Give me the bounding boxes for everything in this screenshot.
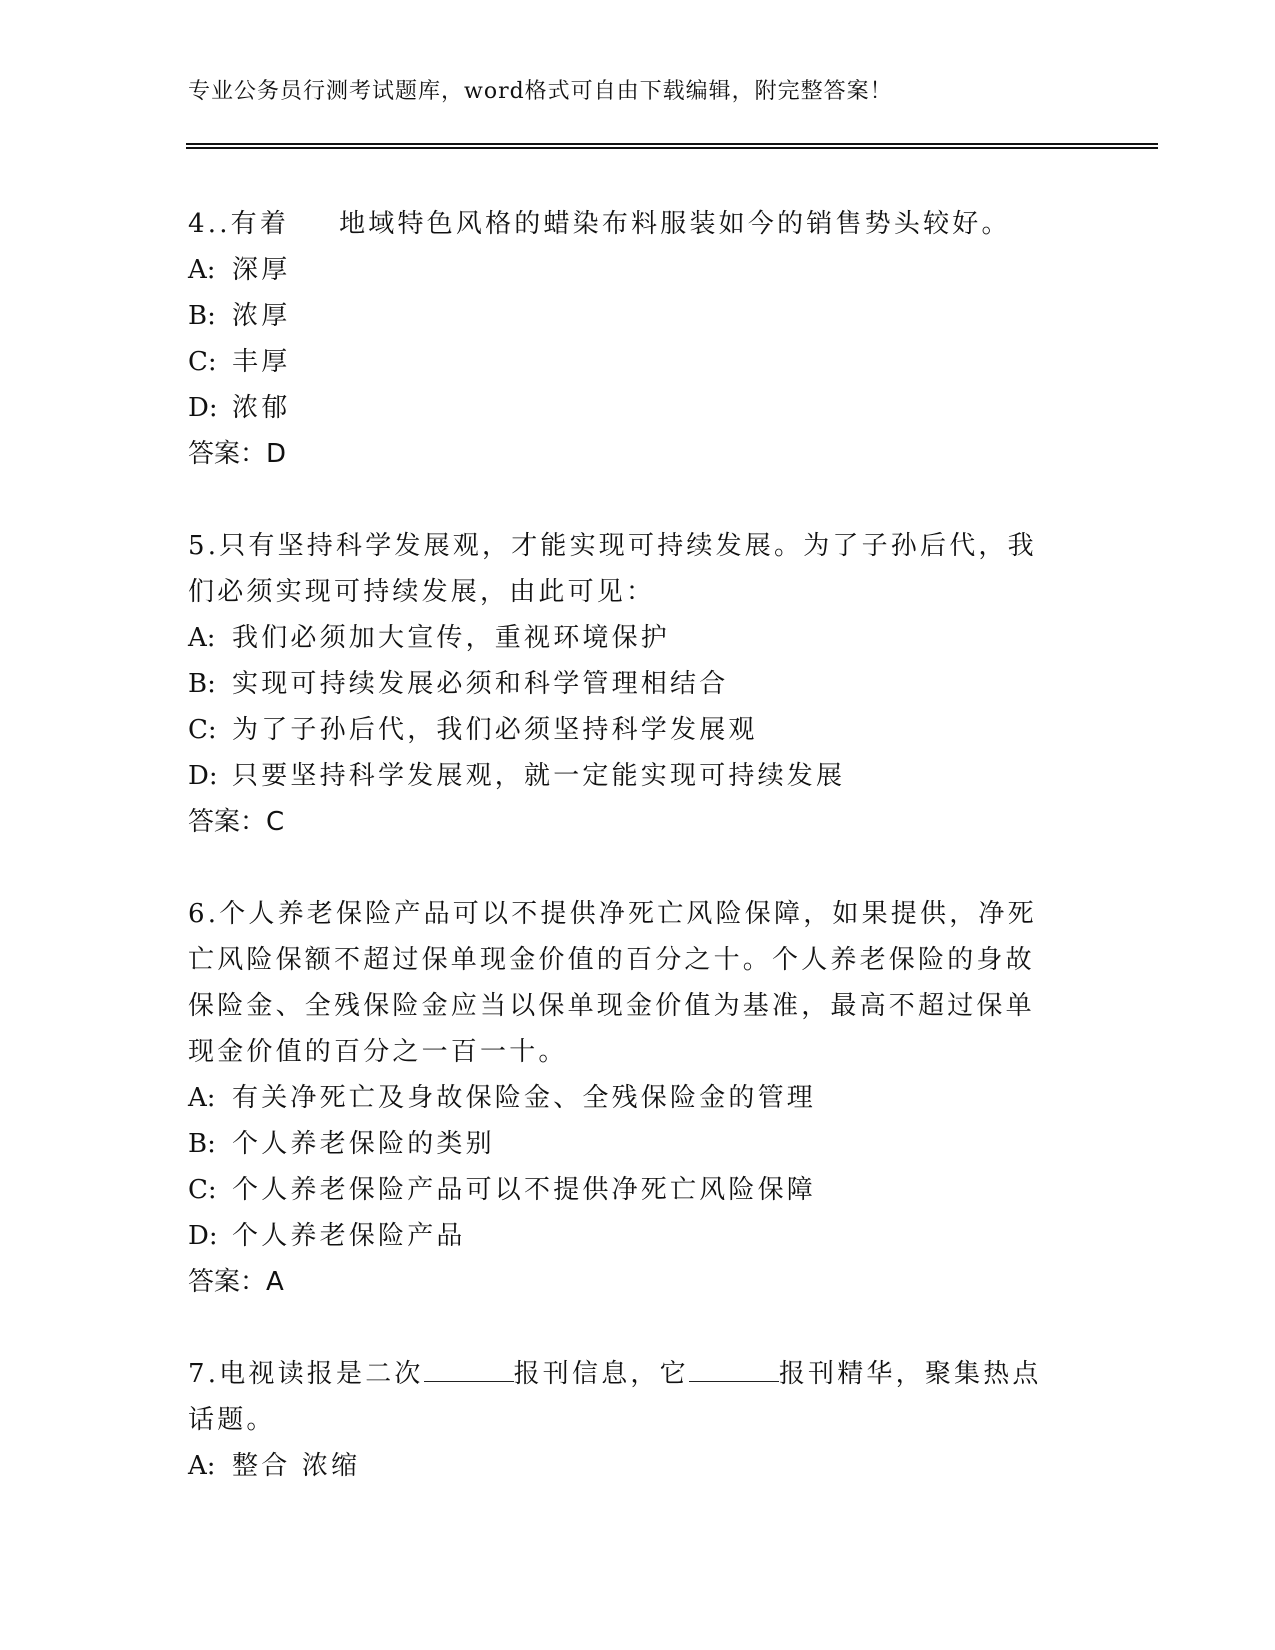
option-letter: C:	[188, 1175, 217, 1205]
question-7	[188, 1351, 1058, 1489]
fill-blank	[689, 1355, 779, 1382]
option-letter: B:	[188, 669, 216, 699]
option-text: 浓厚	[232, 301, 291, 331]
option-d	[188, 1213, 1058, 1259]
option-text: 有关净死亡及身故保险金、全残保险金的管理	[232, 1083, 817, 1113]
option-d	[188, 753, 1058, 799]
option-c	[188, 707, 1058, 753]
option-letter: C:	[188, 347, 217, 377]
question-6	[188, 891, 1058, 1305]
option-text: 深厚	[232, 255, 291, 285]
option-text: 浓郁	[232, 393, 291, 423]
stem-part-2: 地域特色风格的蜡染布料服装如今的销售势头较好。	[339, 209, 1011, 239]
option-letter: A:	[188, 1083, 216, 1113]
option-text: 为了子孙后代，我们必须坚持科学发展观	[232, 715, 758, 745]
stem-part-3: 报刊精华，聚集热点话题。	[188, 1359, 1042, 1435]
answer-line: 答案：D	[188, 439, 287, 469]
option-a	[188, 247, 1058, 293]
stem-part-2: 报刊信息，它	[513, 1359, 689, 1389]
answer-line: 答案：A	[188, 1267, 284, 1297]
option-text: 我们必须加大宣传，重视环境保护	[232, 623, 671, 653]
option-text: 实现可持续发展必须和科学管理相结合	[232, 669, 729, 699]
option-letter: C:	[188, 715, 217, 745]
option-letter: B:	[188, 1129, 216, 1159]
option-letter: A:	[188, 255, 216, 285]
option-text: 丰厚	[232, 347, 291, 377]
question-stem: 5.只有坚持科学发展观，才能实现可持续发展。为了子孙后代，我们必须实现可持续发展，由此可见：	[188, 531, 1037, 607]
option-a	[188, 1443, 1058, 1489]
header-divider	[186, 143, 1158, 149]
question-4	[188, 201, 1058, 477]
option-text: 个人养老保险的类别	[232, 1129, 495, 1159]
option-b	[188, 1121, 1058, 1167]
question-stem	[188, 1351, 1058, 1443]
option-text: 个人养老保险产品	[232, 1221, 466, 1251]
option-letter: B:	[188, 301, 216, 331]
option-text: 整合 浓缩	[232, 1451, 361, 1481]
question-5	[188, 523, 1058, 845]
option-text: 只要坚持科学发展观，就一定能实现可持续发展	[232, 761, 846, 791]
option-letter: D:	[188, 1221, 218, 1251]
option-letter: D:	[188, 393, 218, 423]
option-b	[188, 293, 1058, 339]
question-stem: 6.个人养老保险产品可以不提供净死亡风险保障，如果提供，净死亡风险保额不超过保单现金价值的百分之十。个人养老保险的身故保险金、全残保险金应当以保单现金价值为基准，最高不超过保单现金价值的百分之一百一十。	[188, 899, 1037, 1067]
option-letter: A:	[188, 1451, 216, 1481]
option-b	[188, 661, 1058, 707]
option-letter: A:	[188, 623, 216, 653]
option-a	[188, 1075, 1058, 1121]
option-c	[188, 1167, 1058, 1213]
page-header: 专业公务员行测考试题库，word格式可自由下载编辑，附完整答案！	[188, 79, 893, 104]
question-list	[188, 201, 1058, 1535]
option-letter: D:	[188, 761, 218, 791]
question-stem	[188, 201, 1058, 247]
option-a	[188, 615, 1058, 661]
stem-part-1: 7.电视读报是二次	[188, 1359, 424, 1389]
stem-part-1: 4..有着	[188, 209, 290, 239]
answer-line: 答案：C	[188, 807, 285, 837]
fill-blank	[424, 1355, 514, 1382]
option-c	[188, 339, 1058, 385]
option-d	[188, 385, 1058, 431]
option-text: 个人养老保险产品可以不提供净死亡风险保障	[232, 1175, 817, 1205]
